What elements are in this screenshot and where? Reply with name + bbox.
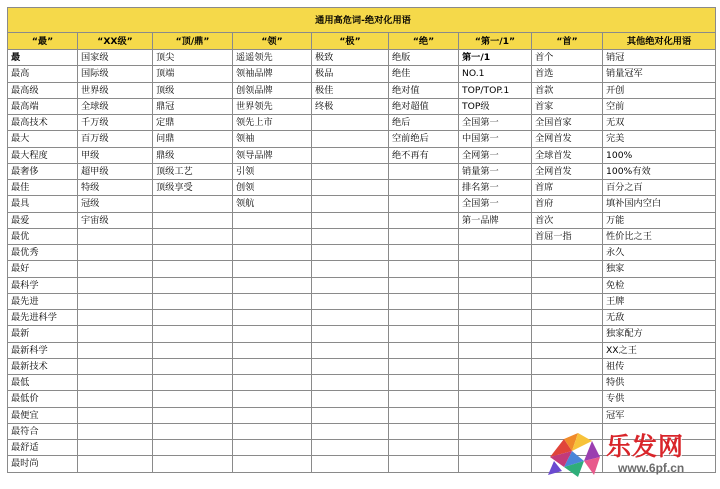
table-cell xyxy=(153,375,233,391)
table-cell: 性价比之王 xyxy=(603,228,716,244)
table-cell xyxy=(312,310,389,326)
table-cell xyxy=(532,407,603,423)
table-cell xyxy=(389,440,459,456)
table-cell: 百分之百 xyxy=(603,180,716,196)
table-cell xyxy=(459,456,532,472)
table-cell xyxy=(459,391,532,407)
table-cell: 绝不再有 xyxy=(389,147,459,163)
table-cell xyxy=(459,228,532,244)
table-cell: 顶尖 xyxy=(153,50,233,66)
table-cell: 冠军 xyxy=(603,407,716,423)
table-cell xyxy=(389,261,459,277)
table-cell: 最符合 xyxy=(8,423,78,439)
table-cell xyxy=(459,358,532,374)
table-cell: 最科学 xyxy=(8,277,78,293)
table-cell: 顶级 xyxy=(153,82,233,98)
column-header: “领” xyxy=(233,33,312,50)
table-cell xyxy=(312,196,389,212)
table-cell: 销量第一 xyxy=(459,163,532,179)
table-cell xyxy=(312,358,389,374)
table-cell xyxy=(78,456,153,472)
table-cell xyxy=(312,293,389,309)
table-cell xyxy=(153,196,233,212)
table-cell: 创领 xyxy=(233,180,312,196)
table-cell: 最时尚 xyxy=(8,456,78,472)
table-cell xyxy=(459,440,532,456)
table-cell xyxy=(459,407,532,423)
table-cell xyxy=(233,228,312,244)
table-cell xyxy=(312,456,389,472)
table-cell xyxy=(153,440,233,456)
table-cell: 引领 xyxy=(233,163,312,179)
table-cell xyxy=(312,147,389,163)
table-cell: 国际级 xyxy=(78,66,153,82)
table-cell: 问鼎 xyxy=(153,131,233,147)
table-cell xyxy=(78,277,153,293)
table-cell xyxy=(78,440,153,456)
table-cell: 最高端 xyxy=(8,98,78,114)
table-cell xyxy=(532,391,603,407)
table-cell xyxy=(389,375,459,391)
table-cell xyxy=(78,375,153,391)
table-cell xyxy=(532,342,603,358)
table-cell: 绝版 xyxy=(389,50,459,66)
table-cell xyxy=(389,326,459,342)
table-cell: 首席 xyxy=(532,180,603,196)
table-cell: 最先进 xyxy=(8,293,78,309)
table-cell: 甲级 xyxy=(78,147,153,163)
table-title: 通用高危词-绝对化用语 xyxy=(8,8,716,33)
table-cell xyxy=(78,407,153,423)
table-cell: 宇宙级 xyxy=(78,212,153,228)
table-cell xyxy=(153,358,233,374)
table-cell xyxy=(459,293,532,309)
table-cell: 开创 xyxy=(603,82,716,98)
table-cell xyxy=(389,163,459,179)
table-row xyxy=(8,82,716,98)
table-cell xyxy=(233,310,312,326)
table-cell xyxy=(312,180,389,196)
table-cell xyxy=(312,375,389,391)
table-cell xyxy=(78,391,153,407)
table-cell xyxy=(312,228,389,244)
table-cell xyxy=(532,293,603,309)
table-row xyxy=(8,212,716,228)
table-row xyxy=(8,115,716,131)
table-row xyxy=(8,163,716,179)
table-cell: 全网第一 xyxy=(459,147,532,163)
table-cell: 首个 xyxy=(532,50,603,66)
table-cell: 100% xyxy=(603,147,716,163)
table-cell xyxy=(153,326,233,342)
table-cell xyxy=(312,163,389,179)
column-header: “绝” xyxy=(389,33,459,50)
table-cell xyxy=(312,440,389,456)
table-cell xyxy=(78,310,153,326)
table-cell: 空前绝后 xyxy=(389,131,459,147)
table-cell xyxy=(78,342,153,358)
table-row xyxy=(8,131,716,147)
table-cell: 全网首发 xyxy=(532,163,603,179)
column-header: 其他绝对化用语 xyxy=(603,33,716,50)
table-cell xyxy=(312,277,389,293)
table-cell: 最先进科学 xyxy=(8,310,78,326)
table-row xyxy=(8,358,716,374)
table-row xyxy=(8,50,716,66)
table-cell: 完美 xyxy=(603,131,716,147)
table-cell: 最新技术 xyxy=(8,358,78,374)
table-cell: 最好 xyxy=(8,261,78,277)
table-cell xyxy=(78,261,153,277)
table-cell: 绝对值 xyxy=(389,82,459,98)
table-cell: 免检 xyxy=(603,277,716,293)
table-cell xyxy=(233,212,312,228)
table-cell xyxy=(459,342,532,358)
table-cell: 独家 xyxy=(603,261,716,277)
table-cell xyxy=(78,228,153,244)
table-cell xyxy=(389,196,459,212)
table-cell: 鼎冠 xyxy=(153,98,233,114)
column-header: “XX级” xyxy=(78,33,153,50)
fox-logo-icon xyxy=(544,427,604,479)
table-cell: 顶级享受 xyxy=(153,180,233,196)
table-cell xyxy=(233,277,312,293)
table-cell: 全国第一 xyxy=(459,115,532,131)
absolute-terms-table xyxy=(7,7,716,473)
table-cell: 中国第一 xyxy=(459,131,532,147)
table-row xyxy=(8,245,716,261)
table-cell xyxy=(389,407,459,423)
table-cell: 鼎级 xyxy=(153,147,233,163)
table-cell: 定鼎 xyxy=(153,115,233,131)
table-cell: 最新科学 xyxy=(8,342,78,358)
table-cell xyxy=(532,261,603,277)
table-cell: 冠级 xyxy=(78,196,153,212)
table-row xyxy=(8,66,716,82)
table-cell: 销冠 xyxy=(603,50,716,66)
watermark-url: www.6pf.cn xyxy=(618,461,685,475)
table-row xyxy=(8,98,716,114)
table-cell: 首家 xyxy=(532,98,603,114)
table-cell: 填补国内空白 xyxy=(603,196,716,212)
table-cell: 最佳 xyxy=(8,180,78,196)
table-cell: 无双 xyxy=(603,115,716,131)
table-cell: 极佳 xyxy=(312,82,389,98)
table-cell xyxy=(389,342,459,358)
table-row xyxy=(8,228,716,244)
table-cell: 首选 xyxy=(532,66,603,82)
table-cell: 领先上市 xyxy=(233,115,312,131)
table-cell: 领袖 xyxy=(233,131,312,147)
table-cell: 祖传 xyxy=(603,358,716,374)
table-row xyxy=(8,277,716,293)
table-cell: 首款 xyxy=(532,82,603,98)
table-cell: 遥遥领先 xyxy=(233,50,312,66)
table-cell: 领袖品牌 xyxy=(233,66,312,82)
table-cell: 领航 xyxy=(233,196,312,212)
table-row xyxy=(8,310,716,326)
table-cell xyxy=(78,326,153,342)
table-cell xyxy=(389,212,459,228)
table-cell xyxy=(233,391,312,407)
table-cell xyxy=(389,423,459,439)
table-cell: 千万级 xyxy=(78,115,153,131)
table-cell xyxy=(389,310,459,326)
watermark-text: 乐发网 xyxy=(606,432,685,461)
table-cell: 百万级 xyxy=(78,131,153,147)
table-cell: 最高级 xyxy=(8,82,78,98)
header-row xyxy=(8,33,716,50)
table-cell: XX之王 xyxy=(603,342,716,358)
table-cell xyxy=(389,228,459,244)
table-cell xyxy=(459,277,532,293)
table-cell: 全球级 xyxy=(78,98,153,114)
table-cell: 终极 xyxy=(312,98,389,114)
table-cell xyxy=(312,261,389,277)
table-row xyxy=(8,180,716,196)
table-cell xyxy=(153,261,233,277)
table-cell xyxy=(532,310,603,326)
table-cell xyxy=(312,131,389,147)
table-cell xyxy=(389,293,459,309)
table-cell: 领导品牌 xyxy=(233,147,312,163)
column-header: “第一/1” xyxy=(459,33,532,50)
table-cell xyxy=(233,407,312,423)
table-cell xyxy=(233,342,312,358)
table-row xyxy=(8,293,716,309)
table-cell xyxy=(153,310,233,326)
table-cell xyxy=(233,261,312,277)
table-cell: 万能 xyxy=(603,212,716,228)
table-row xyxy=(8,407,716,423)
table-cell xyxy=(312,326,389,342)
table-cell: 最便宜 xyxy=(8,407,78,423)
table-cell xyxy=(233,440,312,456)
table-cell xyxy=(389,358,459,374)
table-row xyxy=(8,196,716,212)
table-cell: 排名第一 xyxy=(459,180,532,196)
table-cell: 顶级工艺 xyxy=(153,163,233,179)
table-cell xyxy=(389,245,459,261)
table-row xyxy=(8,261,716,277)
table-cell xyxy=(312,423,389,439)
table-cell: 最优秀 xyxy=(8,245,78,261)
table-cell: TOP级 xyxy=(459,98,532,114)
table-cell xyxy=(233,456,312,472)
table-cell: 超甲级 xyxy=(78,163,153,179)
table-cell: 世界领先 xyxy=(233,98,312,114)
table-cell: 100%有效 xyxy=(603,163,716,179)
table-cell: 最具 xyxy=(8,196,78,212)
table-cell xyxy=(459,423,532,439)
table-cell: 顶端 xyxy=(153,66,233,82)
table-cell: 王牌 xyxy=(603,293,716,309)
table-cell: 绝后 xyxy=(389,115,459,131)
table-cell xyxy=(312,212,389,228)
table-row xyxy=(8,391,716,407)
table-cell: 空前 xyxy=(603,98,716,114)
column-header: “顶/鼎” xyxy=(153,33,233,50)
table-cell: 专供 xyxy=(603,391,716,407)
table-cell: NO.1 xyxy=(459,66,532,82)
table-cell xyxy=(312,391,389,407)
table-cell: 绝对超值 xyxy=(389,98,459,114)
table-cell xyxy=(312,342,389,358)
table-cell: 独家配方 xyxy=(603,326,716,342)
table-cell: 全网首发 xyxy=(532,131,603,147)
table-cell: 最大程度 xyxy=(8,147,78,163)
table-cell xyxy=(78,245,153,261)
table-cell: 特级 xyxy=(78,180,153,196)
table-cell xyxy=(459,375,532,391)
table-cell xyxy=(153,277,233,293)
table-cell: 最奢侈 xyxy=(8,163,78,179)
table-row xyxy=(8,342,716,358)
table-cell xyxy=(532,358,603,374)
table-cell xyxy=(532,326,603,342)
table-cell: 全球首发 xyxy=(532,147,603,163)
table-cell: 永久 xyxy=(603,245,716,261)
table-cell xyxy=(459,326,532,342)
table-cell xyxy=(233,375,312,391)
table-cell: 最高 xyxy=(8,66,78,82)
table-cell: 最爱 xyxy=(8,212,78,228)
table-cell: 全国首家 xyxy=(532,115,603,131)
table-cell: 国家级 xyxy=(78,50,153,66)
table-cell xyxy=(312,407,389,423)
table-cell xyxy=(312,115,389,131)
table-cell xyxy=(532,245,603,261)
table-cell xyxy=(153,293,233,309)
table-cell: 创领品牌 xyxy=(233,82,312,98)
table-cell xyxy=(153,456,233,472)
table-cell xyxy=(312,245,389,261)
table-cell xyxy=(532,277,603,293)
table-cell: 第一品牌 xyxy=(459,212,532,228)
table-cell xyxy=(459,245,532,261)
table-cell: 第一/1 xyxy=(459,50,532,66)
column-header: “首” xyxy=(532,33,603,50)
table-cell: 最新 xyxy=(8,326,78,342)
table-cell xyxy=(153,245,233,261)
table-cell xyxy=(78,423,153,439)
table-cell xyxy=(153,228,233,244)
table-cell xyxy=(459,261,532,277)
watermark xyxy=(544,425,714,485)
table-cell: 无敌 xyxy=(603,310,716,326)
table-cell xyxy=(233,358,312,374)
table-cell: 极致 xyxy=(312,50,389,66)
table-cell xyxy=(78,293,153,309)
table-cell xyxy=(153,342,233,358)
table-cell xyxy=(153,391,233,407)
table-row xyxy=(8,147,716,163)
table-cell xyxy=(153,423,233,439)
table-cell xyxy=(153,407,233,423)
table-cell: 世界级 xyxy=(78,82,153,98)
table-cell xyxy=(233,423,312,439)
table-cell: 全国第一 xyxy=(459,196,532,212)
table-cell: 最高技术 xyxy=(8,115,78,131)
table-cell xyxy=(389,456,459,472)
table-cell xyxy=(233,293,312,309)
table-row xyxy=(8,375,716,391)
table-cell: 首屈一指 xyxy=(532,228,603,244)
column-header: “极” xyxy=(312,33,389,50)
table-cell xyxy=(389,180,459,196)
table-row xyxy=(8,326,716,342)
table-cell: 绝佳 xyxy=(389,66,459,82)
table-cell: 最低价 xyxy=(8,391,78,407)
table-cell: 最低 xyxy=(8,375,78,391)
table-cell: 极品 xyxy=(312,66,389,82)
table-cell xyxy=(459,310,532,326)
table-cell xyxy=(233,245,312,261)
table-cell: 特供 xyxy=(603,375,716,391)
table-cell: 首次 xyxy=(532,212,603,228)
table-cell: TOP/TOP.1 xyxy=(459,82,532,98)
table-cell: 最舒适 xyxy=(8,440,78,456)
table-cell: 最优 xyxy=(8,228,78,244)
table-cell xyxy=(389,391,459,407)
table-cell xyxy=(78,358,153,374)
table-cell xyxy=(532,375,603,391)
table-cell: 销量冠军 xyxy=(603,66,716,82)
column-header: “最” xyxy=(8,33,78,50)
table-cell: 最 xyxy=(8,50,78,66)
table-cell: 首府 xyxy=(532,196,603,212)
table-cell xyxy=(153,212,233,228)
table-cell xyxy=(233,326,312,342)
table-cell: 最大 xyxy=(8,131,78,147)
table-cell xyxy=(389,277,459,293)
